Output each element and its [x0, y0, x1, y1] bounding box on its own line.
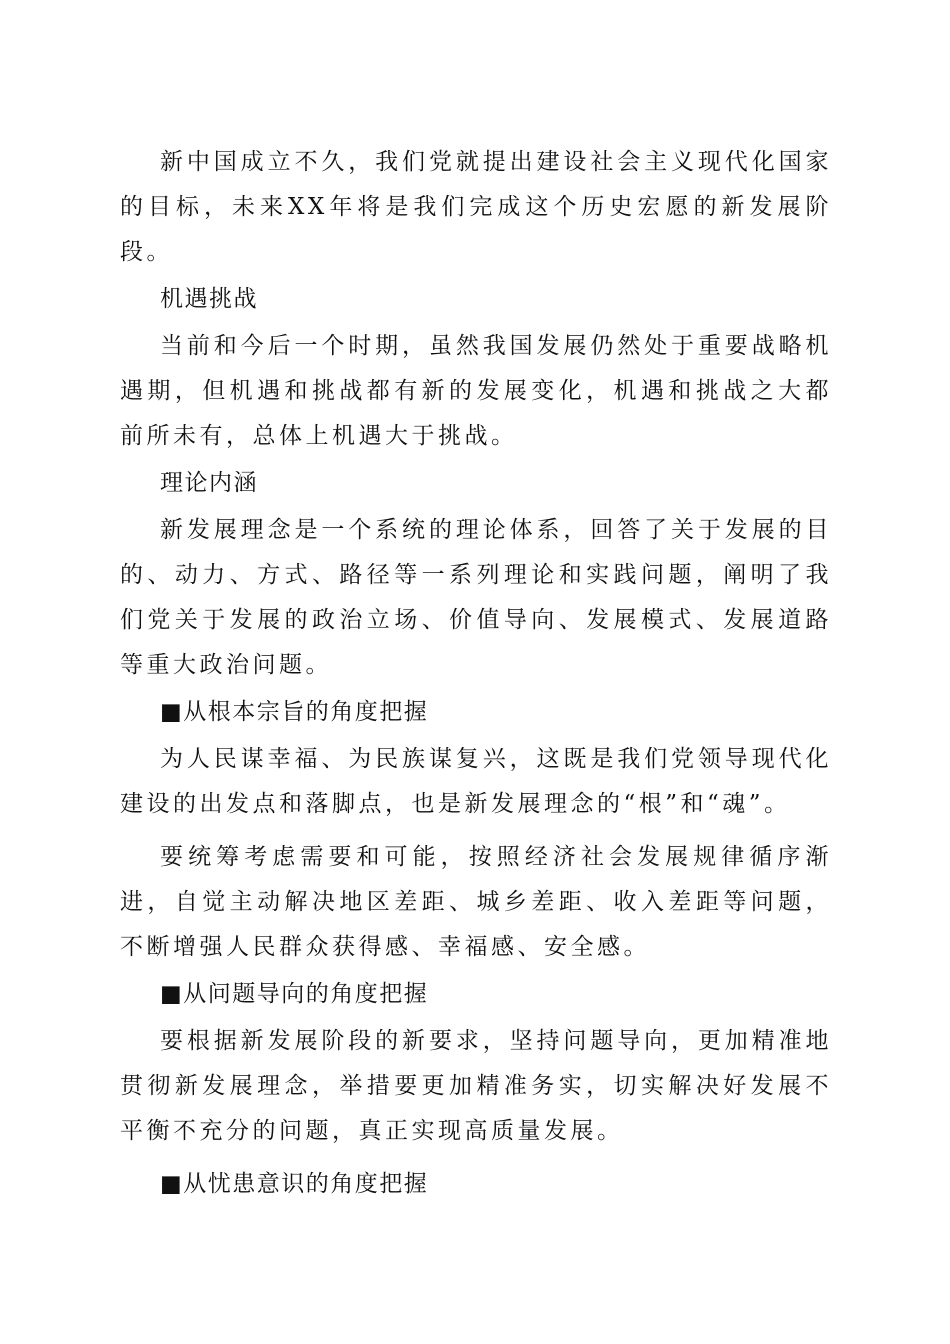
paragraph-theory-system: 新发展理念是一个系统的理论体系，回答了关于发展的目的、动力、方式、路径等一系列理论和实践问题，阐明了我们党关于发展的政治立场、价值导向、发展模式、发展道路等重大政治问题。	[120, 517, 832, 678]
heading-problem-orientation: ■从问题导向的角度把握	[160, 981, 429, 1007]
paragraph-problem-orientation: 要根据新发展阶段的新要求，坚持问题导向，更加精准地贯彻新发展理念，举措要更加精准务实，切实解决好发展不平衡不充分的问题，真正实现高质量发展。	[120, 1028, 832, 1144]
heading-theoretical-connotation: 理论内涵	[160, 470, 258, 496]
document-body	[120, 140, 832, 1209]
paragraph-coordinate-development: 要统筹考虑需要和可能，按照经济社会发展规律循序渐进，自觉主动解决地区差距、城乡差距、收入差距等问题，不断增强人民群众获得感、幸福感、安全感。	[120, 844, 832, 960]
paragraph-opportunities: 当前和今后一个时期，虽然我国发展仍然处于重要战略机遇期，但机遇和挑战都有新的发展变化，机遇和挑战之大都前所未有，总体上机遇大于挑战。	[120, 333, 832, 449]
paragraph-people-happiness: 为人民谋幸福、为民族谋复兴，这既是我们党领导现代化建设的出发点和落脚点，也是新发展理念的“根”和“魂”。	[120, 746, 832, 817]
paragraph-new-development-stage: 新中国成立不久，我们党就提出建设社会主义现代化国家的目标，未来XX年将是我们完成这个历史宏愿的新发展阶段。	[120, 149, 832, 265]
heading-opportunities-challenges: 机遇挑战	[160, 286, 258, 312]
heading-fundamental-purpose: ■从根本宗旨的角度把握	[160, 699, 429, 725]
heading-sense-of-crisis: ■从忧患意识的角度把握	[160, 1171, 429, 1197]
